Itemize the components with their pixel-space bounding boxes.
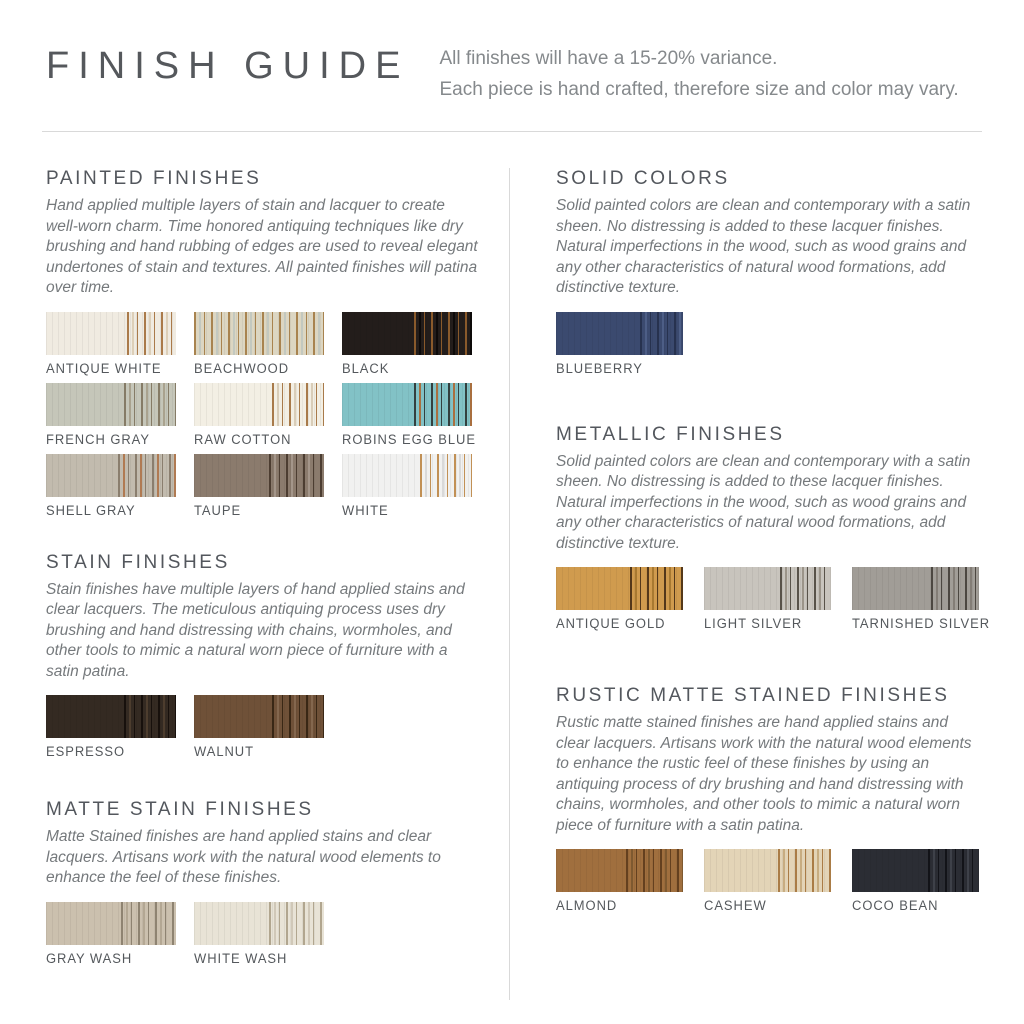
section-description: Solid painted colors are clean and contemporary with a satin sheen. No distressing is added to these lacquer finishes. Natural imperfections in the wood, such as wood grains and any other characteristics of natural wood formations, add distinctive texture.: [556, 452, 971, 552]
section-description: Stain finishes have multiple layers of hand applied stains and clear lacquers. The meticulous antiquing process uses dry brushing and hand distressing with chains, wormholes, and other tools to mimic a natural worn piece of furniture with a satin patina.: [46, 580, 465, 680]
swatch-label: LIGHT SILVER: [704, 616, 803, 631]
swatch-label: FRENCH GRAY: [46, 431, 150, 447]
swatch-item: [194, 383, 324, 447]
section-title: STAIN FINISHES: [46, 551, 230, 573]
swatch-item: [704, 567, 831, 631]
swatch-grid: [46, 312, 478, 518]
swatch-item: [342, 454, 472, 518]
finish-swatch: [556, 312, 683, 355]
swatch-item: [556, 849, 683, 913]
swatch-item: [46, 312, 176, 376]
swatch-item: [194, 312, 324, 376]
swatch-grid: [556, 849, 982, 913]
section-metallic-finishes: [556, 423, 991, 632]
section-matte-stain-finishes: [46, 799, 478, 966]
swatch-item: [556, 567, 683, 631]
swatch-label: BLACK: [342, 360, 390, 376]
swatch-label: ROBINS EGG BLUE: [342, 431, 476, 447]
swatch-label: ALMOND: [556, 898, 618, 913]
finish-swatch: [46, 454, 176, 497]
section-description: Rustic matte stained finishes are hand applied stains and clear lacquers. Artisans work with the natural wood elements to enhance the rustic feel of these finishes by using an antiquing process of dry brushing and hand distressing with chains, wormholes, and other tools to mimic a natural worn piece of furniture with a satin patina.: [556, 714, 972, 834]
finish-swatch: [194, 383, 324, 426]
swatch-grid: [556, 567, 991, 631]
finish-swatch: [556, 849, 683, 892]
swatch-label: ANTIQUE WHITE: [46, 360, 162, 376]
finish-swatch: [852, 849, 979, 892]
section-description: Hand applied multiple layers of stain and lacquer to create well-worn charm. Time honored antiquing techniques like dry brushing and hand rubbing of edges are used to reveal elegant undertones of stain and textures. All painted finishes will patina over time.: [46, 197, 478, 296]
section-stain-finishes: [46, 552, 478, 760]
swatch-label: GRAY WASH: [46, 950, 133, 966]
swatch-label: COCO BEAN: [852, 898, 939, 913]
swatch-item: [342, 383, 476, 447]
swatch-label: ESPRESSO: [46, 744, 125, 759]
swatch-item: [46, 902, 176, 966]
swatch-item: [194, 695, 324, 759]
content-columns: [46, 168, 991, 1000]
swatch-item: [194, 454, 324, 518]
finish-swatch: [194, 312, 324, 355]
finish-swatch: [342, 383, 472, 426]
swatch-item: [46, 695, 176, 759]
swatch-grid: [556, 312, 982, 376]
swatch-item: [852, 849, 979, 913]
section-title: SOLID COLORS: [556, 168, 730, 189]
swatch-label: WHITE WASH: [194, 950, 288, 966]
swatch-label: WHITE: [342, 502, 389, 518]
swatch-label: TAUPE: [194, 502, 242, 518]
finish-swatch: [194, 454, 324, 497]
swatch-label: WALNUT: [194, 744, 254, 759]
swatch-label: RAW COTTON: [194, 431, 292, 447]
section-painted-finishes: [46, 168, 478, 518]
finish-swatch: [194, 695, 324, 738]
subtitle-line-2: Each piece is hand crafted, therefore size and color may vary.: [439, 79, 959, 100]
swatch-label: SHELL GRAY: [46, 502, 136, 518]
swatch-item: [342, 312, 472, 376]
section-description: Solid painted colors are clean and contemporary with a satin sheen. No distressing is added to these lacquer finishes. Natural imperfections in the wood, such as wood grains and any other characteristics of natural wood formations, add distinctive texture.: [556, 197, 971, 296]
swatch-item: [852, 567, 991, 631]
swatch-label: ANTIQUE GOLD: [556, 616, 666, 631]
header-divider: [42, 131, 982, 132]
section-title: RUSTIC MATTE STAINED FINISHES: [556, 685, 950, 706]
finish-swatch: [556, 567, 683, 610]
finish-swatch: [46, 902, 176, 945]
subtitle-line-1: All finishes will have a 15-20% variance.: [439, 48, 778, 69]
section-title: PAINTED FINISHES: [46, 168, 262, 189]
swatch-label: TARNISHED SILVER: [852, 616, 991, 631]
finish-swatch: [194, 902, 324, 945]
page-title: FINISH GUIDE: [46, 45, 410, 87]
finish-swatch: [46, 312, 176, 355]
left-column: [46, 168, 478, 1000]
section-rustic-matte-stained-finishes: [556, 685, 982, 913]
finish-swatch: [46, 695, 176, 738]
swatch-item: [556, 312, 683, 376]
finish-swatch: [704, 849, 831, 892]
swatch-label: CASHEW: [704, 898, 767, 913]
finish-swatch: [852, 567, 979, 610]
swatch-label: BEACHWOOD: [194, 360, 290, 376]
swatch-grid: [46, 695, 478, 759]
finish-swatch: [342, 454, 472, 497]
section-solid-colors: [556, 168, 982, 376]
section-description: Matte Stained finishes are hand applied stains and clear lacquers. Artisans work with the natural wood elements to enhance the feel of these finishes.: [46, 828, 441, 886]
swatch-item: [704, 849, 831, 913]
page-header: [46, 40, 982, 105]
swatch-grid: [46, 902, 478, 966]
finish-swatch: [342, 312, 472, 355]
swatch-item: [46, 454, 176, 518]
finish-swatch: [704, 567, 831, 610]
swatch-item: [194, 902, 324, 966]
finish-swatch: [46, 383, 176, 426]
right-column: [510, 168, 991, 1000]
section-title: MATTE STAIN FINISHES: [46, 799, 314, 820]
page-subtitle: [439, 40, 958, 105]
section-title: METALLIC FINISHES: [556, 423, 785, 445]
swatch-label: BLUEBERRY: [556, 360, 643, 376]
swatch-item: [46, 383, 176, 447]
